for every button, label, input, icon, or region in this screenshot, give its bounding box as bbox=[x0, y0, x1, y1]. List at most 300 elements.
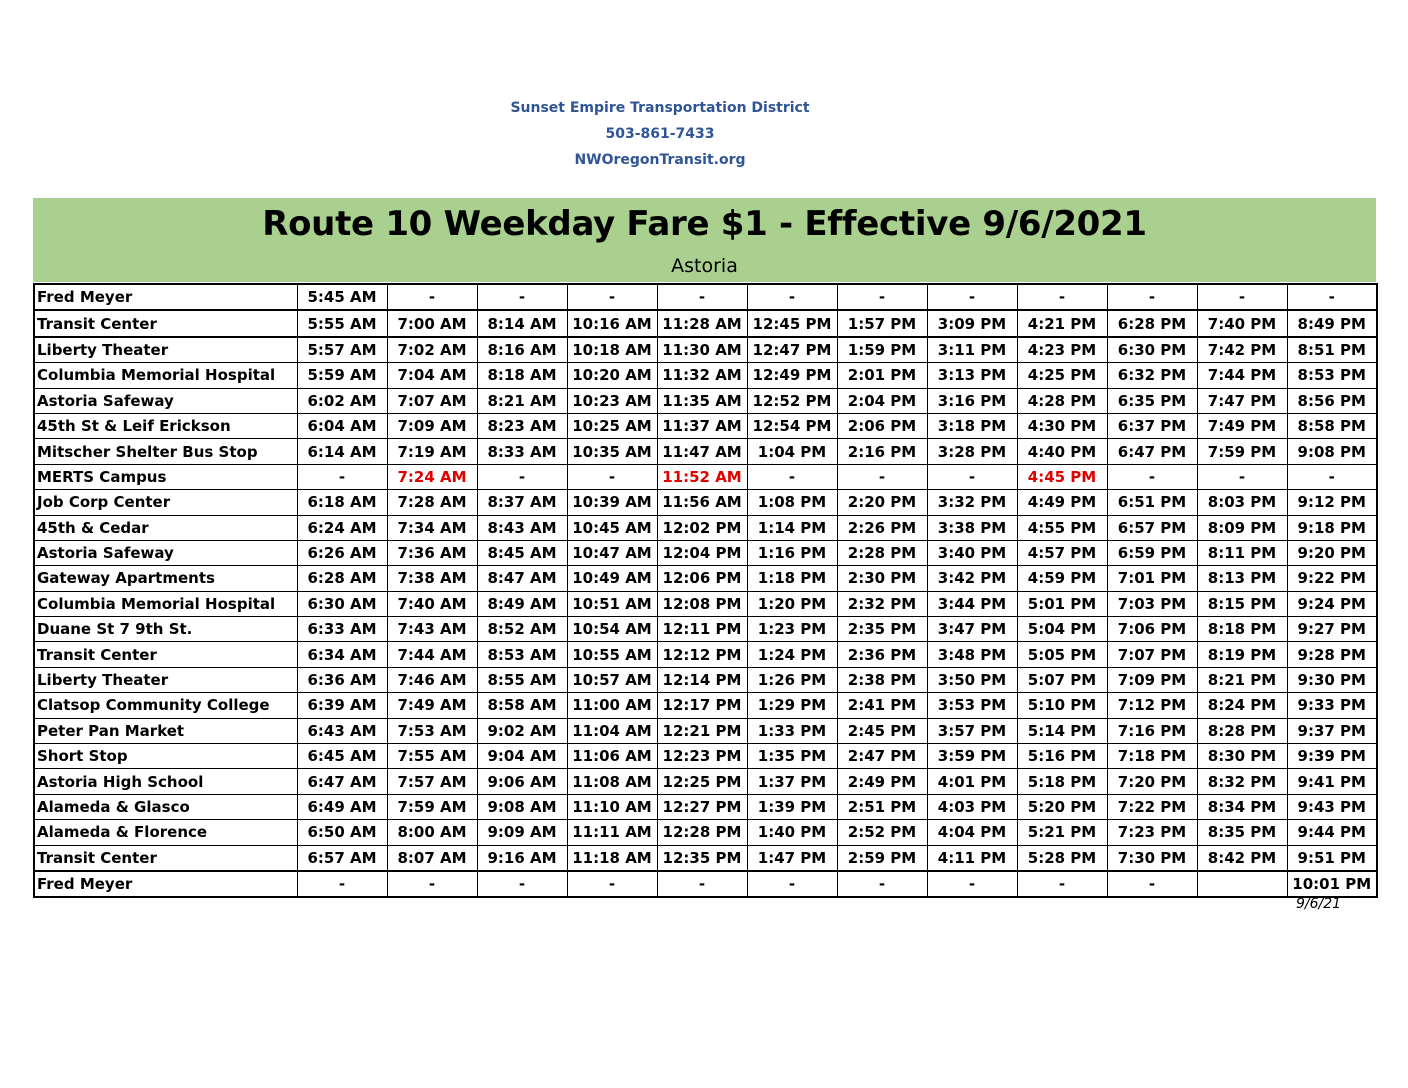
time-cell: - bbox=[297, 464, 387, 489]
time-cell: 6:26 AM bbox=[297, 540, 387, 565]
time-cell: 2:06 PM bbox=[837, 413, 927, 438]
time-cell: 5:21 PM bbox=[1017, 820, 1107, 845]
time-cell: 2:04 PM bbox=[837, 388, 927, 413]
time-cell: 8:49 PM bbox=[1287, 310, 1377, 336]
time-cell: 3:59 PM bbox=[927, 744, 1017, 769]
time-cell: 11:04 AM bbox=[567, 718, 657, 743]
time-cell: - bbox=[747, 464, 837, 489]
time-cell: 2:28 PM bbox=[837, 540, 927, 565]
time-cell: - bbox=[747, 871, 837, 897]
time-cell: - bbox=[567, 284, 657, 310]
time-cell: 8:37 AM bbox=[477, 490, 567, 515]
time-cell: 12:25 PM bbox=[657, 769, 747, 794]
stop-name: Duane St 7 9th St. bbox=[34, 617, 297, 642]
time-cell: 12:28 PM bbox=[657, 820, 747, 845]
time-cell: 9:37 PM bbox=[1287, 718, 1377, 743]
time-cell: 2:47 PM bbox=[837, 744, 927, 769]
table-row bbox=[34, 667, 1377, 692]
time-cell: 8:58 AM bbox=[477, 693, 567, 718]
schedule-body bbox=[34, 284, 1377, 897]
time-cell: 10:55 AM bbox=[567, 642, 657, 667]
time-cell: 9:08 PM bbox=[1287, 439, 1377, 464]
table-row bbox=[34, 718, 1377, 743]
time-cell: 6:04 AM bbox=[297, 413, 387, 438]
time-cell: 8:24 PM bbox=[1197, 693, 1287, 718]
time-cell: 7:47 PM bbox=[1197, 388, 1287, 413]
time-cell: 10:54 AM bbox=[567, 617, 657, 642]
time-cell: 6:45 AM bbox=[297, 744, 387, 769]
table-row bbox=[34, 337, 1377, 363]
table-row bbox=[34, 284, 1377, 310]
time-cell: 4:30 PM bbox=[1017, 413, 1107, 438]
time-cell: 11:18 AM bbox=[567, 845, 657, 871]
time-cell: 6:34 AM bbox=[297, 642, 387, 667]
time-cell: 7:59 AM bbox=[387, 794, 477, 819]
time-cell: 8:18 PM bbox=[1197, 617, 1287, 642]
time-cell: 6:33 AM bbox=[297, 617, 387, 642]
time-cell: 1:20 PM bbox=[747, 591, 837, 616]
stop-name: Fred Meyer bbox=[34, 284, 297, 310]
time-cell: - bbox=[1107, 284, 1197, 310]
time-cell: 11:56 AM bbox=[657, 490, 747, 515]
table-row bbox=[34, 591, 1377, 616]
time-cell: 7:04 AM bbox=[387, 363, 477, 388]
time-cell: 3:09 PM bbox=[927, 310, 1017, 336]
time-cell: 9:43 PM bbox=[1287, 794, 1377, 819]
time-cell: 8:32 PM bbox=[1197, 769, 1287, 794]
time-cell: 2:16 PM bbox=[837, 439, 927, 464]
time-cell: 10:39 AM bbox=[567, 490, 657, 515]
time-cell: 3:40 PM bbox=[927, 540, 1017, 565]
stop-name: Fred Meyer bbox=[34, 871, 297, 897]
time-cell: 9:18 PM bbox=[1287, 515, 1377, 540]
time-cell: 7:38 AM bbox=[387, 566, 477, 591]
time-cell: 6:57 PM bbox=[1107, 515, 1197, 540]
time-cell: - bbox=[1287, 284, 1377, 310]
table-row bbox=[34, 693, 1377, 718]
time-cell: 11:10 AM bbox=[567, 794, 657, 819]
time-cell: 6:24 AM bbox=[297, 515, 387, 540]
time-cell bbox=[1197, 871, 1287, 897]
time-cell: 11:00 AM bbox=[567, 693, 657, 718]
stop-name: Columbia Memorial Hospital bbox=[34, 363, 297, 388]
time-cell: 1:57 PM bbox=[837, 310, 927, 336]
time-cell: 12:08 PM bbox=[657, 591, 747, 616]
table-row bbox=[34, 363, 1377, 388]
time-cell: 9:41 PM bbox=[1287, 769, 1377, 794]
time-cell: - bbox=[297, 871, 387, 897]
time-cell: 7:42 PM bbox=[1197, 337, 1287, 363]
time-cell: 8:45 AM bbox=[477, 540, 567, 565]
time-cell: - bbox=[1107, 871, 1197, 897]
time-cell: 3:44 PM bbox=[927, 591, 1017, 616]
table-row bbox=[34, 744, 1377, 769]
table-row bbox=[34, 820, 1377, 845]
time-cell: 11:37 AM bbox=[657, 413, 747, 438]
time-cell: - bbox=[567, 464, 657, 489]
time-cell: - bbox=[477, 871, 567, 897]
time-cell: 12:23 PM bbox=[657, 744, 747, 769]
time-cell: 5:14 PM bbox=[1017, 718, 1107, 743]
stop-name: Mitscher Shelter Bus Stop bbox=[34, 439, 297, 464]
time-cell: 2:38 PM bbox=[837, 667, 927, 692]
time-cell: 7:01 PM bbox=[1107, 566, 1197, 591]
time-cell: 1:59 PM bbox=[837, 337, 927, 363]
time-cell: 12:49 PM bbox=[747, 363, 837, 388]
time-cell: 7:59 PM bbox=[1197, 439, 1287, 464]
time-cell: 7:06 PM bbox=[1107, 617, 1197, 642]
time-cell: 7:22 PM bbox=[1107, 794, 1197, 819]
time-cell: 11:35 AM bbox=[657, 388, 747, 413]
time-cell: 9:12 PM bbox=[1287, 490, 1377, 515]
time-cell: 6:47 AM bbox=[297, 769, 387, 794]
time-cell: 6:51 PM bbox=[1107, 490, 1197, 515]
time-cell: 2:01 PM bbox=[837, 363, 927, 388]
time-cell: 11:06 AM bbox=[567, 744, 657, 769]
time-cell: 9:51 PM bbox=[1287, 845, 1377, 871]
time-cell: 6:30 AM bbox=[297, 591, 387, 616]
table-row bbox=[34, 566, 1377, 591]
time-cell: 4:03 PM bbox=[927, 794, 1017, 819]
stop-name: Peter Pan Market bbox=[34, 718, 297, 743]
time-cell: 6:39 AM bbox=[297, 693, 387, 718]
time-cell: 12:21 PM bbox=[657, 718, 747, 743]
time-cell: - bbox=[837, 284, 927, 310]
time-cell: 12:14 PM bbox=[657, 667, 747, 692]
time-cell: 2:35 PM bbox=[837, 617, 927, 642]
time-cell: 5:45 AM bbox=[297, 284, 387, 310]
time-cell: 7:53 AM bbox=[387, 718, 477, 743]
time-cell: 6:28 AM bbox=[297, 566, 387, 591]
stop-name: 45th St & Leif Erickson bbox=[34, 413, 297, 438]
time-cell: 8:43 AM bbox=[477, 515, 567, 540]
org-phone: 503-861-7433 bbox=[605, 126, 715, 142]
time-cell: - bbox=[927, 464, 1017, 489]
time-cell: 7:03 PM bbox=[1107, 591, 1197, 616]
time-cell: 5:28 PM bbox=[1017, 845, 1107, 871]
time-cell: 6:02 AM bbox=[297, 388, 387, 413]
time-cell: 1:29 PM bbox=[747, 693, 837, 718]
time-cell: 7:16 PM bbox=[1107, 718, 1197, 743]
time-cell: 8:53 PM bbox=[1287, 363, 1377, 388]
time-cell: 7:12 PM bbox=[1107, 693, 1197, 718]
time-cell: 12:12 PM bbox=[657, 642, 747, 667]
time-cell: 8:30 PM bbox=[1197, 744, 1287, 769]
stop-name: Alameda & Glasco bbox=[34, 794, 297, 819]
table-row bbox=[34, 464, 1377, 489]
time-cell: 10:01 PM bbox=[1287, 871, 1377, 897]
time-cell: 8:07 AM bbox=[387, 845, 477, 871]
time-cell: 1:39 PM bbox=[747, 794, 837, 819]
time-cell: 5:18 PM bbox=[1017, 769, 1107, 794]
time-cell: 8:33 AM bbox=[477, 439, 567, 464]
time-cell: 4:55 PM bbox=[1017, 515, 1107, 540]
table-row bbox=[34, 642, 1377, 667]
time-cell: 6:59 PM bbox=[1107, 540, 1197, 565]
time-cell: 8:35 PM bbox=[1197, 820, 1287, 845]
time-cell: 7:36 AM bbox=[387, 540, 477, 565]
time-cell: 10:20 AM bbox=[567, 363, 657, 388]
schedule-table bbox=[33, 283, 1378, 898]
table-row bbox=[34, 845, 1377, 871]
time-cell: 3:57 PM bbox=[927, 718, 1017, 743]
stop-name: Short Stop bbox=[34, 744, 297, 769]
time-cell: 3:11 PM bbox=[927, 337, 1017, 363]
time-cell: 10:35 AM bbox=[567, 439, 657, 464]
time-cell: 8:58 PM bbox=[1287, 413, 1377, 438]
table-row bbox=[34, 413, 1377, 438]
stop-name: Job Corp Center bbox=[34, 490, 297, 515]
time-cell: 8:42 PM bbox=[1197, 845, 1287, 871]
time-cell: 12:52 PM bbox=[747, 388, 837, 413]
time-cell: 4:57 PM bbox=[1017, 540, 1107, 565]
time-cell: 9:28 PM bbox=[1287, 642, 1377, 667]
time-cell: 9:20 PM bbox=[1287, 540, 1377, 565]
time-cell: 5:05 PM bbox=[1017, 642, 1107, 667]
time-cell: 7:34 AM bbox=[387, 515, 477, 540]
time-cell: 5:07 PM bbox=[1017, 667, 1107, 692]
time-cell: 2:20 PM bbox=[837, 490, 927, 515]
stop-name: Astoria Safeway bbox=[34, 388, 297, 413]
time-cell: 3:16 PM bbox=[927, 388, 1017, 413]
table-row bbox=[34, 490, 1377, 515]
time-cell: 4:49 PM bbox=[1017, 490, 1107, 515]
time-cell: - bbox=[657, 284, 747, 310]
time-cell: 3:38 PM bbox=[927, 515, 1017, 540]
table-row bbox=[34, 388, 1377, 413]
stop-name: Columbia Memorial Hospital bbox=[34, 591, 297, 616]
table-row bbox=[34, 769, 1377, 794]
time-cell: 1:24 PM bbox=[747, 642, 837, 667]
time-cell: 5:04 PM bbox=[1017, 617, 1107, 642]
time-cell: - bbox=[837, 464, 927, 489]
time-cell: - bbox=[387, 284, 477, 310]
time-cell: 7:40 PM bbox=[1197, 310, 1287, 336]
time-cell: 8:13 PM bbox=[1197, 566, 1287, 591]
time-cell: 5:16 PM bbox=[1017, 744, 1107, 769]
time-cell: 9:22 PM bbox=[1287, 566, 1377, 591]
time-cell: 3:42 PM bbox=[927, 566, 1017, 591]
time-cell: 8:55 AM bbox=[477, 667, 567, 692]
time-cell: 3:50 PM bbox=[927, 667, 1017, 692]
table-row bbox=[34, 794, 1377, 819]
time-cell: 9:04 AM bbox=[477, 744, 567, 769]
time-cell: 12:11 PM bbox=[657, 617, 747, 642]
time-cell: 11:52 AM bbox=[657, 464, 747, 489]
time-cell: 3:47 PM bbox=[927, 617, 1017, 642]
time-cell: - bbox=[1017, 284, 1107, 310]
time-cell: 1:14 PM bbox=[747, 515, 837, 540]
time-cell: 7:19 AM bbox=[387, 439, 477, 464]
time-cell: 8:51 PM bbox=[1287, 337, 1377, 363]
time-cell: 7:07 PM bbox=[1107, 642, 1197, 667]
time-cell: 6:28 PM bbox=[1107, 310, 1197, 336]
time-cell: - bbox=[1197, 464, 1287, 489]
stop-name: 45th & Cedar bbox=[34, 515, 297, 540]
time-cell: 10:51 AM bbox=[567, 591, 657, 616]
time-cell: 8:15 PM bbox=[1197, 591, 1287, 616]
time-cell: 8:00 AM bbox=[387, 820, 477, 845]
time-cell: 8:28 PM bbox=[1197, 718, 1287, 743]
time-cell: 8:49 AM bbox=[477, 591, 567, 616]
time-cell: 8:21 PM bbox=[1197, 667, 1287, 692]
time-cell: 1:40 PM bbox=[747, 820, 837, 845]
time-cell: 2:51 PM bbox=[837, 794, 927, 819]
time-cell: 8:53 AM bbox=[477, 642, 567, 667]
time-cell: 2:36 PM bbox=[837, 642, 927, 667]
time-cell: 10:16 AM bbox=[567, 310, 657, 336]
time-cell: 7:44 PM bbox=[1197, 363, 1287, 388]
time-cell: 5:20 PM bbox=[1017, 794, 1107, 819]
stop-name: Liberty Theater bbox=[34, 667, 297, 692]
time-cell: 6:14 AM bbox=[297, 439, 387, 464]
time-cell: 7:23 PM bbox=[1107, 820, 1197, 845]
time-cell: 5:59 AM bbox=[297, 363, 387, 388]
time-cell: - bbox=[837, 871, 927, 897]
time-cell: 8:11 PM bbox=[1197, 540, 1287, 565]
time-cell: 6:36 AM bbox=[297, 667, 387, 692]
time-cell: 9:27 PM bbox=[1287, 617, 1377, 642]
time-cell: 9:30 PM bbox=[1287, 667, 1377, 692]
table-row bbox=[34, 871, 1377, 897]
time-cell: 8:34 PM bbox=[1197, 794, 1287, 819]
time-cell: 7:44 AM bbox=[387, 642, 477, 667]
time-cell: 1:04 PM bbox=[747, 439, 837, 464]
time-cell: 4:01 PM bbox=[927, 769, 1017, 794]
time-cell: 7:57 AM bbox=[387, 769, 477, 794]
time-cell: 8:03 PM bbox=[1197, 490, 1287, 515]
time-cell: 3:53 PM bbox=[927, 693, 1017, 718]
time-cell: - bbox=[1197, 284, 1287, 310]
time-cell: 7:43 AM bbox=[387, 617, 477, 642]
time-cell: 12:47 PM bbox=[747, 337, 837, 363]
table-row bbox=[34, 515, 1377, 540]
time-cell: - bbox=[927, 284, 1017, 310]
stop-name: Astoria Safeway bbox=[34, 540, 297, 565]
time-cell: 12:06 PM bbox=[657, 566, 747, 591]
time-cell: 8:52 AM bbox=[477, 617, 567, 642]
time-cell: 2:59 PM bbox=[837, 845, 927, 871]
time-cell: 10:49 AM bbox=[567, 566, 657, 591]
time-cell: 6:18 AM bbox=[297, 490, 387, 515]
time-cell: 7:49 AM bbox=[387, 693, 477, 718]
time-cell: - bbox=[477, 464, 567, 489]
time-cell: 6:49 AM bbox=[297, 794, 387, 819]
time-cell: 11:08 AM bbox=[567, 769, 657, 794]
time-cell: 4:28 PM bbox=[1017, 388, 1107, 413]
time-cell: 11:11 AM bbox=[567, 820, 657, 845]
time-cell: 4:23 PM bbox=[1017, 337, 1107, 363]
time-cell: 4:40 PM bbox=[1017, 439, 1107, 464]
time-cell: 8:21 AM bbox=[477, 388, 567, 413]
title-banner bbox=[33, 198, 1376, 282]
time-cell: 9:24 PM bbox=[1287, 591, 1377, 616]
time-cell: 3:28 PM bbox=[927, 439, 1017, 464]
time-cell: 7:00 AM bbox=[387, 310, 477, 336]
time-cell: 2:32 PM bbox=[837, 591, 927, 616]
time-cell: 1:18 PM bbox=[747, 566, 837, 591]
time-cell: 8:56 PM bbox=[1287, 388, 1377, 413]
time-cell: 4:45 PM bbox=[1017, 464, 1107, 489]
time-cell: 1:08 PM bbox=[747, 490, 837, 515]
time-cell: 8:47 AM bbox=[477, 566, 567, 591]
time-cell: 7:46 AM bbox=[387, 667, 477, 692]
stop-name: Transit Center bbox=[34, 642, 297, 667]
time-cell: - bbox=[567, 871, 657, 897]
time-cell: 4:04 PM bbox=[927, 820, 1017, 845]
time-cell: - bbox=[1287, 464, 1377, 489]
time-cell: 5:57 AM bbox=[297, 337, 387, 363]
time-cell: 7:24 AM bbox=[387, 464, 477, 489]
time-cell: 12:35 PM bbox=[657, 845, 747, 871]
time-cell: - bbox=[387, 871, 477, 897]
page-title: Route 10 Weekday Fare $1 - Effective 9/6/2021 bbox=[262, 204, 1147, 244]
time-cell: 11:47 AM bbox=[657, 439, 747, 464]
time-cell: 8:16 AM bbox=[477, 337, 567, 363]
table-row bbox=[34, 439, 1377, 464]
time-cell: 11:30 AM bbox=[657, 337, 747, 363]
time-cell: 9:06 AM bbox=[477, 769, 567, 794]
time-cell: 1:16 PM bbox=[747, 540, 837, 565]
time-cell: 2:45 PM bbox=[837, 718, 927, 743]
time-cell: 7:55 AM bbox=[387, 744, 477, 769]
time-cell: 4:59 PM bbox=[1017, 566, 1107, 591]
stop-name: MERTS Campus bbox=[34, 464, 297, 489]
time-cell: 6:57 AM bbox=[297, 845, 387, 871]
time-cell: 2:30 PM bbox=[837, 566, 927, 591]
time-cell: 2:41 PM bbox=[837, 693, 927, 718]
time-cell: 2:49 PM bbox=[837, 769, 927, 794]
time-cell: 5:01 PM bbox=[1017, 591, 1107, 616]
stop-name: Astoria High School bbox=[34, 769, 297, 794]
time-cell: 4:21 PM bbox=[1017, 310, 1107, 336]
table-row bbox=[34, 617, 1377, 642]
stop-name: Liberty Theater bbox=[34, 337, 297, 363]
time-cell: 4:11 PM bbox=[927, 845, 1017, 871]
time-cell: 6:43 AM bbox=[297, 718, 387, 743]
time-cell: - bbox=[477, 284, 567, 310]
stop-name: Transit Center bbox=[34, 845, 297, 871]
time-cell: 6:47 PM bbox=[1107, 439, 1197, 464]
time-cell: 9:39 PM bbox=[1287, 744, 1377, 769]
time-cell: 8:19 PM bbox=[1197, 642, 1287, 667]
time-cell: 6:35 PM bbox=[1107, 388, 1197, 413]
time-cell: 6:50 AM bbox=[297, 820, 387, 845]
time-cell: 7:02 AM bbox=[387, 337, 477, 363]
org-website[interactable]: NWOregonTransit.org bbox=[574, 152, 746, 168]
time-cell: 7:18 PM bbox=[1107, 744, 1197, 769]
time-cell: 7:40 AM bbox=[387, 591, 477, 616]
time-cell: 10:18 AM bbox=[567, 337, 657, 363]
time-cell: 1:37 PM bbox=[747, 769, 837, 794]
time-cell: 3:18 PM bbox=[927, 413, 1017, 438]
time-cell: 10:47 AM bbox=[567, 540, 657, 565]
stop-name: Gateway Apartments bbox=[34, 566, 297, 591]
org-name: Sunset Empire Transportation District bbox=[510, 100, 810, 116]
time-cell: - bbox=[927, 871, 1017, 897]
time-cell: 11:32 AM bbox=[657, 363, 747, 388]
time-cell: 1:23 PM bbox=[747, 617, 837, 642]
time-cell: - bbox=[1017, 871, 1107, 897]
time-cell: 12:27 PM bbox=[657, 794, 747, 819]
time-cell: 9:02 AM bbox=[477, 718, 567, 743]
time-cell: 12:02 PM bbox=[657, 515, 747, 540]
time-cell: 7:09 AM bbox=[387, 413, 477, 438]
time-cell: 8:14 AM bbox=[477, 310, 567, 336]
time-cell: 10:25 AM bbox=[567, 413, 657, 438]
time-cell: 3:32 PM bbox=[927, 490, 1017, 515]
stop-name: Transit Center bbox=[34, 310, 297, 336]
